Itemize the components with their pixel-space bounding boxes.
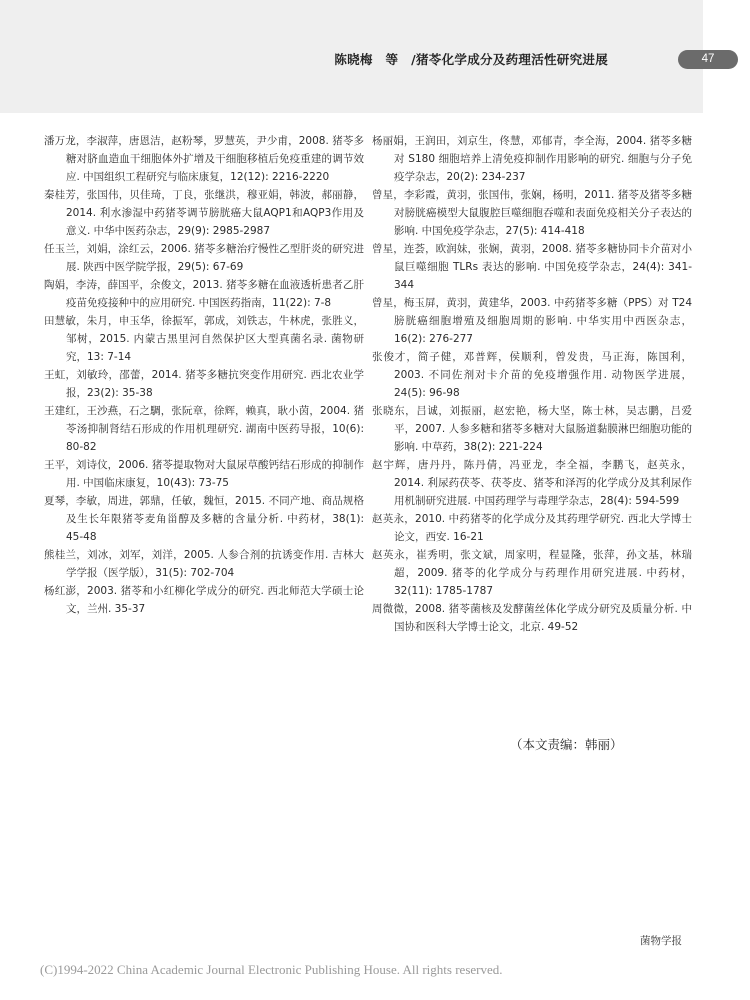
reference-item: 张晓东，吕诚，刘振丽，赵宏艳，杨大坚，陈士林，吴志鹏，吕爱平，2007. 人参多糖和猪苓多糖对大鼠肠道黏膜淋巴细胞功能的影响. 中草药，38(2): 221-224	[372, 405, 692, 453]
reference-item: 田慧敏，朱月，申玉华，徐振军，郭成，刘铁志，牛林虎，张胜义，邹树，2015. 内蒙古黑里河自然保护区大型真菌名录. 菌物研究，13: 7-14	[44, 315, 364, 363]
references-left-column	[44, 132, 364, 618]
reference-item: 秦桂芳，张国伟，贝佳琦，丁良，张继洪，穆亚娟，韩波，郝丽静，2014. 利水渗湿中药猪苓调节膀胱癌大鼠AQP1和AQP3作用及意义. 中华中医药杂志，29(9): 2985-2987	[44, 189, 364, 237]
reference-item: 王平，刘诗伩，2006. 猪苓提取物对大鼠尿草酸钙结石形成的抑制作用. 中国临床康复，10(43): 73-75	[44, 459, 364, 489]
reference-item: 曾星，连荟，欧润妹，张娴，黄羽，2008. 猪苓多糖协同卡介苗对小鼠巨噬细胞 TLRs 表达的影响. 中国免疫学杂志，24(4): 341-344	[372, 243, 692, 291]
reference-item: 赵英永，崔秀明，张文斌，周家明，程显隆，张萍，孙文基，林瑞超，2009. 猪苓的化学成分与药理作用研究进展. 中药材，32(11): 1785-1787	[372, 549, 692, 597]
reference-item: 赵英永，2010. 中药猪苓的化学成分及其药理学研究. 西北大学博士论文，西安. 16-21	[372, 513, 692, 543]
reference-item: 王虹，刘敏玲，邵蕾，2014. 猪苓多糖抗突变作用研究. 西北农业学报，23(2): 35-38	[44, 369, 364, 399]
reference-item: 夏琴，李敏，周进，郭鼎，任敏，魏恒，2015. 不同产地、商品规格及生长年限猪苓麦角甾醇及多糖的含量分析. 中药材，38(1): 45-48	[44, 495, 364, 543]
page-number-badge: 47	[678, 50, 738, 69]
reference-item: 王建红，王沙燕，石之騆，张阮章，徐辉，赖真，耿小茵，2004. 猪苓汤抑制肾结石形成的作用机理研究. 湖南中医药导报，10(6): 80-82	[44, 405, 364, 453]
editor-note: （本文责编：韩丽）	[510, 737, 623, 752]
reference-item: 周微微，2008. 猪苓菌核及发酵菌丝体化学成分研究及质量分析. 中国协和医科大学博士论文，北京. 49-52	[372, 603, 692, 633]
reference-item: 张俊才，简子健，邓普辉，侯顺利，曾发贵，马正海，陈国利，2003. 不同佐剂对卡介苗的免疫增强作用. 动物医学进展，24(5): 96-98	[372, 351, 692, 399]
reference-item: 陶娟，李涛，薛国平，余俊文，2013. 猪苓多糖在血液透析患者乙肝疫苗免疫接种中的应用研究. 中国医药指南，11(22): 7-8	[44, 279, 364, 309]
reference-item: 熊桂兰，刘冰，刘军，刘洋，2005. 人参合剂的抗诱变作用. 吉林大学学报（医学版），31(5): 702-704	[44, 549, 364, 579]
reference-item: 杨红澎，2003. 猪苓和小红柳化学成分的研究. 西北师范大学硕士论文，兰州. 35-37	[44, 585, 364, 615]
reference-item: 曾星，李彩霞，黄羽，张国伟，张娴，杨明，2011. 猪苓及猪苓多糖对膀胱癌模型大鼠腹腔巨噬细胞吞噬和表面免疫相关分子表达的影响. 中国免疫学杂志，27(5): 414-418	[372, 189, 692, 237]
reference-item: 赵宇辉，唐丹丹，陈丹倩，冯亚龙，李全福，李鹏飞，赵英永，2014. 利尿药茯苓、茯苓皮、猪苓和泽泻的化学成分及其利尿作用机制研究进展. 中国药理学与毒理学杂志，28(4): 594-599	[372, 459, 692, 507]
journal-name: 菌物学报	[640, 935, 682, 947]
references-right-column	[372, 132, 692, 636]
reference-item: 任玉兰，刘娟，涂红云，2006. 猪苓多糖治疗慢性乙型肝炎的研究进展. 陕西中医学院学报，29(5): 67-69	[44, 243, 364, 273]
reference-item: 杨丽娟，王润田，刘京生，佟慧，邓郁青，李全海，2004. 猪苓多糖对 S180 细胞培养上清免疫抑制作用影响的研究. 细胞与分子免疫学杂志，20(2): 234-237	[372, 135, 692, 183]
reference-item: 潘万龙，李淑萍，唐恩洁，赵粉琴，罗慧英，尹少甫，2008. 猪苓多糖对脐血造血干细胞体外扩增及干细胞移植后免疫重建的调节效应. 中国组织工程研究与临床康复，12(12): 2216-2220	[44, 135, 364, 183]
reference-item: 曾星，梅玉屏，黄羽，黄建华，2003. 中药猪苓多糖（PPS）对 T24 膀胱癌细胞增殖及细胞周期的影响. 中华实用中西医杂志，16(2): 276-277	[372, 297, 692, 345]
copyright-watermark: (C)1994-2022 China Academic Journal Electronic Publishing House. All rights reserved.	[40, 962, 503, 977]
header-band	[0, 0, 703, 113]
running-title: 陈晓梅 等 /猪苓化学成分及药理活性研究进展	[334, 52, 608, 67]
